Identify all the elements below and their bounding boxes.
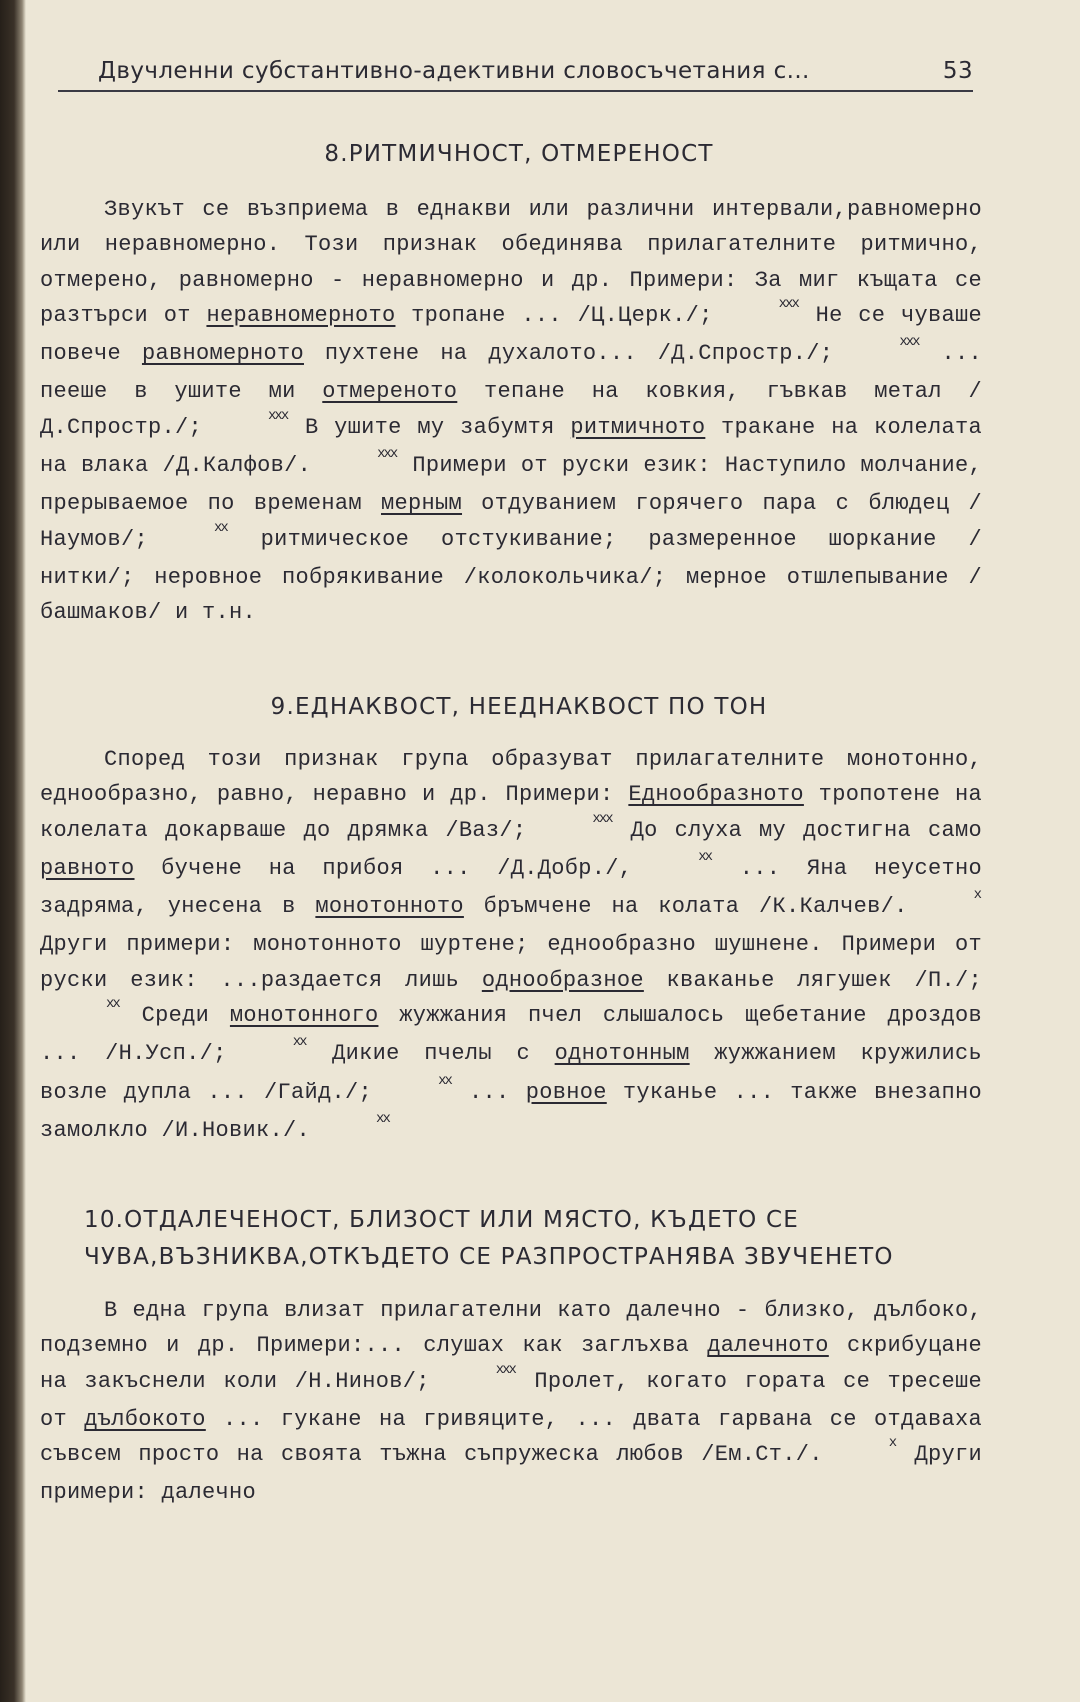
text-run: ... Яна неусетно задряма, унесена в bbox=[40, 855, 982, 920]
citation-mark: хх bbox=[106, 996, 119, 1013]
text-run: туканье ... также внезапно замолкло /И.Новик./. bbox=[40, 1079, 982, 1143]
text-run: Пролет, когато гората се тресеше от bbox=[40, 1368, 983, 1432]
running-header bbox=[58, 58, 973, 92]
underlined-term: ровное bbox=[525, 1079, 607, 1105]
text-run: Не се чуваше повече bbox=[40, 302, 982, 367]
section-10-body bbox=[40, 1293, 982, 1511]
underlined-term: далечното bbox=[707, 1333, 829, 1359]
text-run: До слуха му достигна само bbox=[613, 817, 982, 843]
underlined-term: Еднообразното bbox=[628, 782, 804, 808]
text-run: ... гукане на гривяците, ... двата гарвана се отдаваха съвсем просто на своята тъжна съпружеска любов /Ем.Ст./. bbox=[40, 1406, 982, 1468]
text-run: Други примери: монотонното шуртене; еднообразно шушнене. Примери от руски език: ...раздается лишь bbox=[40, 932, 982, 993]
underlined-term: монотонното bbox=[315, 894, 464, 920]
text-run: тепане на ковкия, гъвкав метал /Д.Спростр./; bbox=[40, 379, 982, 440]
section-9-heading: 9.ЕДНАКВОСТ, НЕЕДНАКВОСТ ПО ТОН bbox=[270, 694, 768, 720]
underlined-term: равното bbox=[40, 855, 135, 881]
citation-mark: хх bbox=[698, 848, 712, 865]
running-title: Двучленни субстантивно-адективни словосъчетания с... bbox=[98, 58, 810, 84]
underlined-term: однотонным bbox=[554, 1041, 690, 1067]
text-run: бръмчене на колата /К.Калчев/. bbox=[463, 894, 908, 920]
page-number: 53 bbox=[942, 58, 973, 84]
citation-mark: хх bbox=[214, 519, 227, 536]
underlined-term: дълбокото bbox=[84, 1406, 206, 1432]
text-run: тракане на колелата на влака /Д.Калфов/. bbox=[40, 414, 982, 479]
section-8-heading: 8.РИТМИЧНОСТ, ОТМЕРЕНОСТ bbox=[324, 141, 714, 167]
text-run: Други примери: далечно bbox=[40, 1442, 983, 1506]
citation-mark: х bbox=[888, 1435, 896, 1452]
text-run: Дикие пчелы с bbox=[307, 1041, 555, 1067]
text-run: ... bbox=[452, 1079, 526, 1105]
text-run: отдуванием горячего пара с блюдец /Наумов/; bbox=[40, 491, 982, 552]
section-8-paragraph bbox=[40, 192, 982, 631]
underlined-term: неравномерното bbox=[206, 302, 396, 328]
text-run: В ушите му забумтя bbox=[289, 414, 571, 440]
citation-mark: ххх bbox=[592, 810, 612, 827]
underlined-term: однообразное bbox=[481, 967, 644, 993]
citation-mark: хх bbox=[376, 1110, 389, 1127]
text-run: бучене на прибоя ... /Д.Добр./, bbox=[134, 855, 633, 881]
text-run: скрибуцане на закъснели коли /Н.Нинов/; bbox=[40, 1333, 982, 1394]
underlined-term: ритмичното bbox=[570, 414, 706, 440]
text-run: Звукът се възприема в еднакви или различни интервали,равномерно или неравномерно. Този признак обединява прилагателните ритмично, отмерено, равномерно - неравномерно и др. Примери: За миг къщата се разтърси от bbox=[40, 197, 982, 328]
underlined-term: мерным bbox=[381, 491, 463, 517]
text-run: Примери от руски език: Наступило молчание, прерываемое по временам bbox=[40, 453, 982, 517]
section-9-body bbox=[40, 742, 982, 1151]
underlined-term: равномерното bbox=[141, 341, 304, 367]
text-run: пухтене на духалото... /Д.Спростр./; bbox=[303, 341, 834, 367]
text-run: жужжанием кружились возле дупла ... /Гайд./; bbox=[40, 1041, 982, 1105]
citation-mark: ххх bbox=[268, 407, 288, 424]
text-run: ритмическое отстукивание; размеренное шоркание /нитки/; неровное побрякивание /колокольчика/; мерное отшлепывание /башмаков/ и т.н. bbox=[40, 526, 982, 626]
citation-mark: х bbox=[973, 887, 980, 904]
citation-mark: хх bbox=[438, 1072, 451, 1089]
text-run: жужжания пчел слышалось щебетание дроздов ... /Н.Усп./; bbox=[40, 1003, 983, 1067]
citation-mark: ххх bbox=[377, 446, 397, 463]
section-8-body bbox=[40, 192, 982, 631]
text-run: тропане ... /Ц.Церк./; bbox=[395, 302, 713, 328]
text-run: ... пееше в ушите ми bbox=[40, 341, 982, 405]
underlined-term: отмереното bbox=[322, 379, 458, 405]
text-run: Среди bbox=[120, 1003, 230, 1029]
section-10-paragraph bbox=[40, 1293, 982, 1511]
text-run: тропотене на колелата докарваше до дрямка /Ваз/; bbox=[40, 782, 983, 843]
text-run: Според този признак група образуват прилагателните монотонно, еднообразно, равно, неравно и др. Примери: bbox=[40, 747, 982, 808]
citation-mark: ххх bbox=[495, 1361, 515, 1378]
section-10-heading: 10.ОТДАЛЕЧЕНОСТ, БЛИЗОСТ ИЛИ МЯСТО, КЪДЕТО СЕ ЧУВА,ВЪЗНИКВА,ОТКЪДЕТО СЕ РАЗПРОСТРАНЯВА ЗВУЧЕНЕТО bbox=[84, 1207, 894, 1270]
citation-mark: ххх bbox=[778, 295, 798, 312]
text-run: В една група влизат прилагателни като далечно - близко, дълбоко, подземно и др. Примери:... слушах как заглъхва bbox=[40, 1298, 982, 1359]
section-9-paragraph bbox=[40, 742, 982, 1151]
citation-mark: ххх bbox=[899, 334, 919, 351]
text-run: кваканье лягушек /П./; bbox=[643, 967, 982, 993]
citation-mark: хх bbox=[292, 1034, 306, 1051]
underlined-term: монотонного bbox=[229, 1003, 379, 1029]
